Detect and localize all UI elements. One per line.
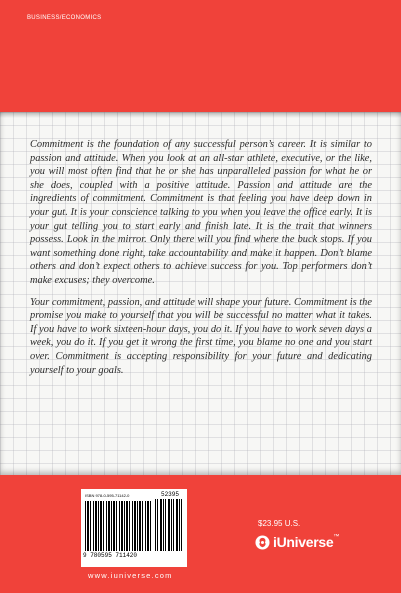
barcode-bars-icon [85, 501, 151, 551]
category-label: BUSINESS/ECONOMICS [27, 15, 102, 21]
top-red-band [0, 0, 401, 112]
publisher-logo [255, 533, 355, 553]
publisher-logo-icon [255, 535, 270, 550]
barcode [81, 489, 187, 567]
trademark-mark: ™ [333, 534, 340, 540]
website-url: www.iuniverse.com [88, 571, 173, 580]
back-cover-text [30, 138, 372, 385]
price-barcode-bars-icon [155, 499, 183, 551]
price-code: 52395 [160, 491, 179, 498]
isbn-label: ISBN 978-0-595-71142-0 [85, 493, 130, 498]
isbn-digits: 9 780595 711420 [83, 552, 138, 559]
publisher-name-text: iUniverse [273, 534, 334, 550]
paragraph-2: Your commitment, passion, and attitude will shape your future. Commitment is the promise you make to yourself that you will be successful no matter what it takes. If you have to work sixteen-hour days, you do it. If you have to work seven days a week, you do it. If you get it wrong the first time, you blame no one and you start over. Commitment is accepting responsibility for your future and dedicating yourself to your goals. [30, 296, 372, 376]
paragraph-1: Commitment is the foundation of any successful person’s career. It is similar to passion and attitude. When you look at an all-star athlete, executive, or the like, you will most often find that he or she has unparalleled passion for what he or she does, coupled with a positive attitude. Passion and attitude are the ingredients of commitment. Commitment is that feeling you have deep down in your gut. It is your conscience talking to you when you leave the office early. It is your gut telling you to start early and finish late. It is the trait that winners possess. Look in the mirror. Only there will you find where the buck stops. If you want something done right, take accountability and make it happen. Don’t blame others and don’t expect others to achieve success for you. Top performers don’t make excuses; they overcome. [30, 139, 372, 286]
price-label: $23.95 U.S. [258, 519, 301, 528]
publisher-name [273, 534, 339, 550]
